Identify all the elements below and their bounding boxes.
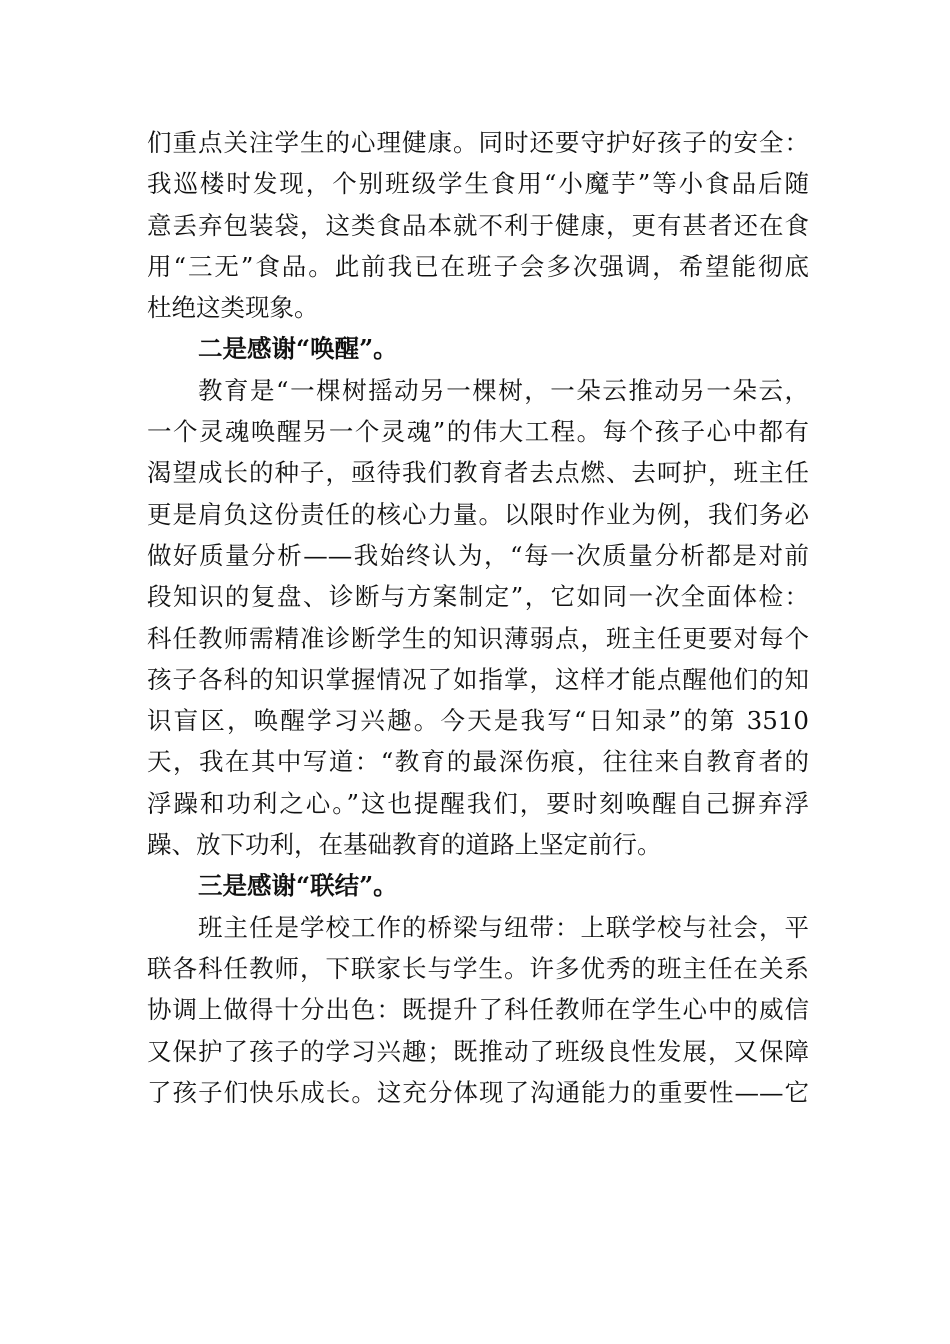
text-line: 段知识的复盘、诊断与方案制定”，它如同一次全面体检： <box>147 582 809 612</box>
text-line: 做好质量分析——我始终认为，“每一次质量分析都是对前 <box>147 540 809 570</box>
text-line: 意丢弃包装袋，这类食品本就不利于健康，更有甚者还在食 <box>147 210 809 240</box>
heading-text: 三是感谢“联结”。 <box>198 871 398 901</box>
text-line: 联各科任教师，下联家长与学生。许多优秀的班主任在关系 <box>147 953 809 983</box>
section-heading-connection <box>147 865 809 906</box>
text-line: 渴望成长的种子，亟待我们教育者去点燃、去呵护，班主任 <box>147 458 809 488</box>
text-line: 我巡楼时发现，个别班级学生食用“小魔芋”等小食品后随 <box>147 169 809 199</box>
text-line: 浮躁和功利之心。”这也提醒我们，要时刻唤醒自己摒弃浮 <box>147 788 809 818</box>
text-line: 杜绝这类现象。 <box>147 293 319 323</box>
text-line: 又保护了孩子的学习兴趣；既推动了班级良性发展，又保障 <box>147 1036 809 1066</box>
paragraph-connection <box>147 907 809 1113</box>
text-line: 教育是“一棵树摇动另一棵树，一朵云推动另一朵云， <box>198 375 809 405</box>
text-line: 躁、放下功利，在基础教育的道路上坚定前行。 <box>147 830 662 860</box>
text-line: 了孩子们快乐成长。这充分体现了沟通能力的重要性——它 <box>147 1077 809 1107</box>
text-line: 们重点关注学生的心理健康。同时还要守护好孩子的安全： <box>147 128 809 157</box>
heading-text: 二是感谢“唤醒”。 <box>198 334 398 364</box>
text-line: 科任教师需精准诊断学生的知识薄弱点，班主任更要对每个 <box>147 623 809 653</box>
text-line: 用“三无”食品。此前我已在班子会多次强调，希望能彻底 <box>147 251 809 281</box>
text-line: 天，我在其中写道：“教育的最深伤痕，往往来自教育者的 <box>147 747 809 777</box>
text-line: 更是肩负这份责任的核心力量。以限时作业为例，我们务必 <box>147 499 809 529</box>
text-line: 识盲区，唤醒学习兴趣。今天是我写“日知录”的第 3510 <box>147 706 809 736</box>
document-body <box>147 122 809 1113</box>
text-line: 班主任是学校工作的桥梁与纽带：上联学校与社会，平 <box>198 912 809 942</box>
text-line: 一个灵魂唤醒另一个灵魂”的伟大工程。每个孩子心中都有 <box>147 417 809 447</box>
text-line: 协调上做得十分出色：既提升了科任教师在学生心中的威信 <box>147 995 809 1025</box>
text-line: 孩子各科的知识掌握情况了如指掌，这样才能点醒他们的知 <box>147 664 809 694</box>
paragraph-student-safety <box>147 122 809 328</box>
paragraph-awakening <box>147 370 809 866</box>
section-heading-awakening <box>147 328 809 369</box>
